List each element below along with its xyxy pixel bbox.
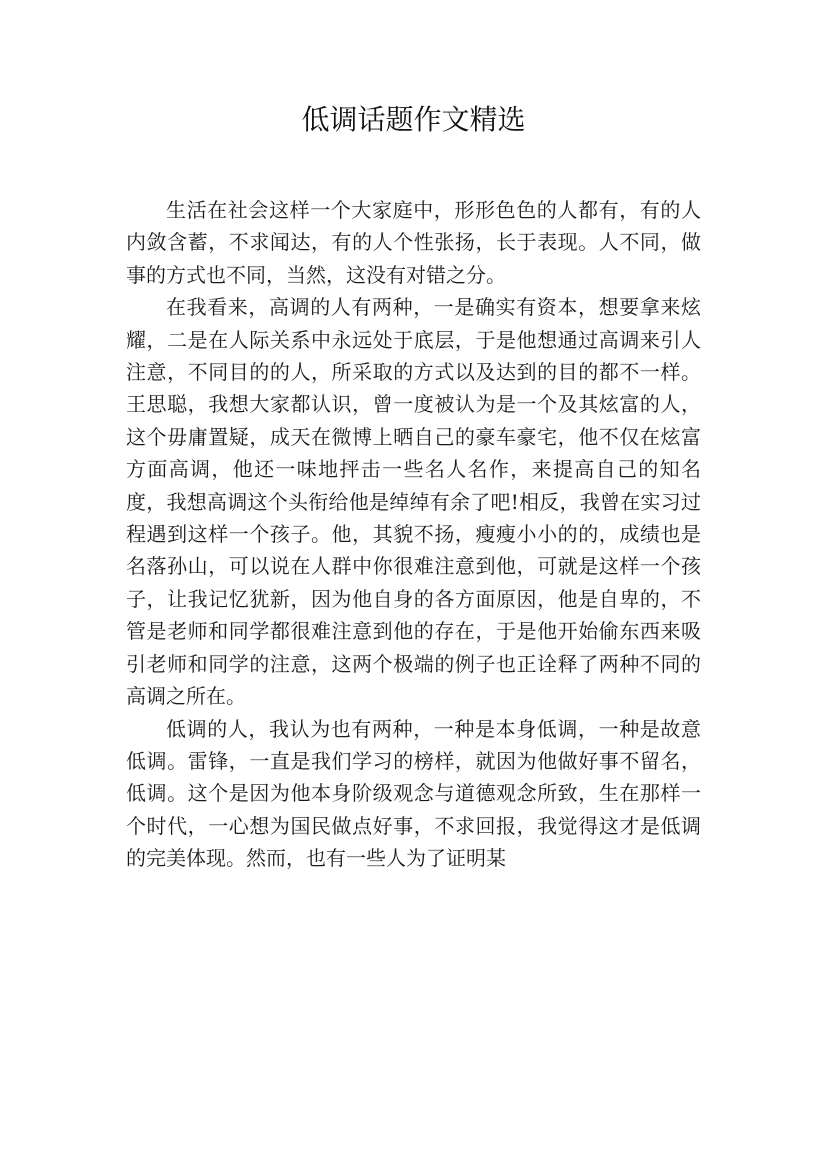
paragraph-3: 低调的人，我认为也有两种，一种是本身低调，一种是故意低调。雷锋，一直是我们学习的榜样，就因为他做好事不留名，低调。这个是因为他本身阶级观念与道德观念所致，生在那样一个时代，一心想为国民做点好事，不求回报，我觉得这才是低调的完美体现。然而，也有一些人为了证明某 xyxy=(126,716,701,871)
paragraph-1: 生活在社会这样一个大家庭中，形形色色的人都有，有的人内敛含蓄，不求闻达，有的人个性张扬，长于表现。人不同，做事的方式也不同，当然，这没有对错之分。 xyxy=(126,198,701,287)
document-title: 低调话题作文精选 xyxy=(301,103,526,136)
paragraph-2: 在我看来，高调的人有两种，一是确实有资本，想要拿来炫耀，二是在人际关系中永远处于底层，于是他想通过高调来引人注意，不同目的的人，所采取的方式以及达到的目的都不一样。王思聪，我想大家都认识，曾一度被认为是一个及其炫富的人，这个毋庸置疑，成天在微博上晒自己的豪车豪宅，他不仅在炫富方面高调，他还一味地抨击一些名人名作，来提高自己的知名度，我想高调这个头衔给他是绰绰有余了吧!相反，我曾在实习过程遇到这样一个孩子。他，其貌不扬，瘦瘦小小的的，成绩也是名落孙山，可以说在人群中你很难注意到他，可就是这样一个孩子，让我记忆犹新，因为他自身的各方面原因，他是自卑的，不管是老师和同学都很难注意到他的存在，于是他开始偷东西来吸引老师和同学的注意，这两个极端的例子也正诠释了两种不同的高调之所在。 xyxy=(126,295,701,709)
document-body xyxy=(126,194,701,875)
